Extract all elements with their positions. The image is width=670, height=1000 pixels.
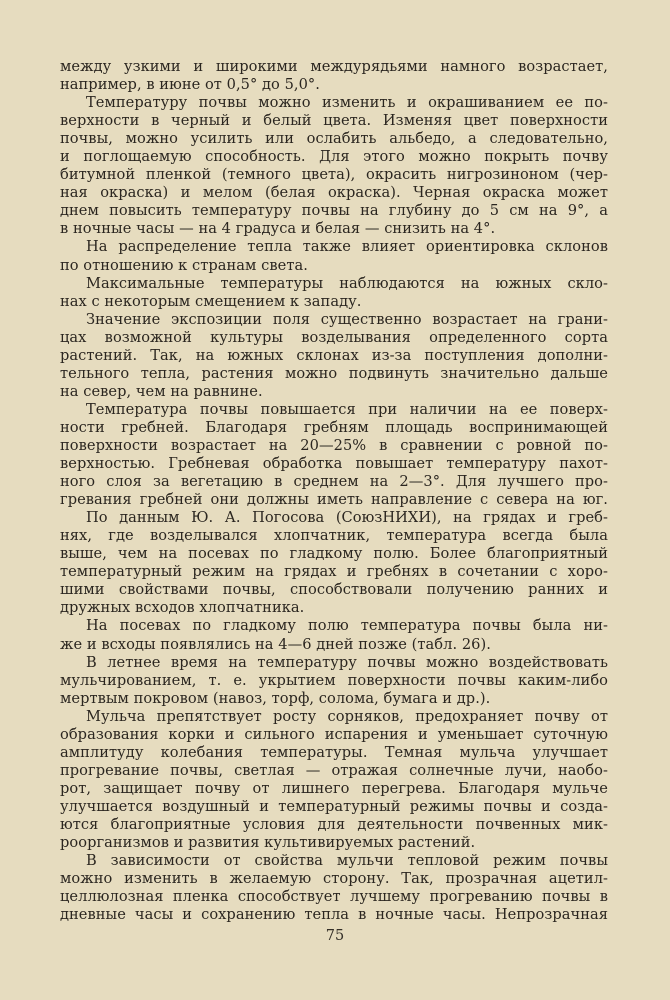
text-line: ная окраска) и мелом (белая окраска). Черная окраска может [60, 184, 608, 202]
text-line: дневные часы и сохранению тепла в ночные часы. Непрозрачная [60, 906, 608, 924]
text-line: Мульча препятствует росту сорняков, предохраняет почву от [86, 707, 608, 725]
text-line: На распределение тепла также влияет ориентировка склонов [86, 238, 608, 256]
text-line: роорганизмов и развития культивируемых растений. [60, 834, 476, 852]
text-line: цах возможной культуры возделывания определенного сорта [60, 328, 608, 346]
text-line: ются благоприятные условия для деятельности почвенных мик- [60, 815, 608, 833]
text-line: например, в июне от 0,5° до 5,0°. [60, 76, 320, 94]
text-line: шими свойствами почвы, способствовали получению ранних и [60, 581, 608, 599]
text-line: ного слоя за вегетацию в среднем на 2—3°. Для лучшего про- [60, 473, 608, 491]
text-line: Значение экспозиции поля существенно возрастает на грани- [86, 310, 608, 328]
text-line: почвы, можно усилить или ослабить альбедо, а следовательно, [60, 130, 608, 148]
text-line: поверхности возрастает на 20—25% в сравнении с ровной по- [60, 436, 608, 454]
text-line: нях, где возделывался хлопчатник, температура всегда была [60, 527, 608, 545]
text-line: на север, чем на равнине. [60, 382, 263, 400]
text-line: же и всходы появлялись на 4—6 дней позже (табл. 26). [60, 635, 491, 653]
page-number: 75 [325, 928, 345, 944]
text-line: По данным Ю. А. Погосова (СоюзНИХИ), на грядах и греб- [86, 509, 608, 527]
text-line: рот, защищает почву от лишнего перегрева. Благодаря мульче [60, 779, 608, 797]
text-line: На посевах по гладкому полю температура почвы была ни- [86, 617, 608, 635]
text-line: в ночные часы — на 4 градуса и белая — снизить на 4°. [60, 220, 496, 238]
text-line: выше, чем на посевах по гладкому полю. Более благоприятный [60, 545, 608, 563]
text-line: температурный режим на грядах и гребнях в сочетании с хоро- [60, 563, 608, 581]
text-line: образования корки и сильного испарения и уменьшает суточную [60, 725, 608, 743]
text-line: целлюлозная пленка способствует лучшему прогреванию почвы в [60, 888, 608, 906]
text-line: В летнее время на температуру почвы можно воздействовать [86, 653, 608, 671]
text-line: Максимальные температуры наблюдаются на южных скло- [86, 274, 608, 292]
text-line: улучшается воздушный и температурный режимы почвы и созда- [60, 797, 608, 815]
text-line: тельного тепла, растения можно подвинуть значительно дальше [60, 364, 608, 382]
text-line: прогревание почвы, светлая — отражая солнечные лучи, наобо- [60, 761, 608, 779]
text-line: нах с некоторым смещением к западу. [60, 292, 362, 310]
text-line: битумной пленкой (темного цвета), окрасить нигрозиноном (чер- [60, 166, 608, 184]
text-line: амплитуду колебания температуры. Темная мульча улучшает [60, 743, 608, 761]
text-line: гревания гребней они должны иметь направление с севера на юг. [60, 491, 608, 509]
text-line: днем повысить температуру почвы на глубину до 5 см на 9°, а [60, 202, 608, 220]
text-line: мертвым покровом (навоз, торф, солома, бумага и др.). [60, 689, 491, 707]
text-line: Температуру почвы можно изменить и окрашиванием ее по- [86, 94, 608, 112]
text-line: растений. Так, на южных склонах из-за поступления дополни- [60, 346, 608, 364]
text-line: верхности в черный и белый цвета. Изменяя цвет поверхности [60, 112, 608, 130]
text-line: ности гребней. Благодаря гребням площадь воспринимающей [60, 418, 608, 436]
text-line: дружных всходов хлопчатника. [60, 599, 305, 617]
body-text [60, 58, 608, 924]
text-line: верхностью. Гребневая обработка повышает температуру пахот- [60, 455, 608, 473]
text-line: по отношению к странам света. [60, 256, 308, 274]
text-line: мульчированием, т. е. укрытием поверхности почвы каким-либо [60, 671, 608, 689]
text-line: и поглощаемую способность. Для этого можно покрыть почву [60, 148, 608, 166]
text-line: можно изменить в желаемую сторону. Так, прозрачная ацетил- [60, 870, 608, 888]
text-line: В зависимости от свойства мульчи тепловой режим почвы [86, 852, 608, 870]
text-line: Температура почвы повышается при наличии на ее поверх- [86, 400, 608, 418]
text-line: между узкими и широкими междурядьями намного возрастает, [60, 58, 608, 75]
